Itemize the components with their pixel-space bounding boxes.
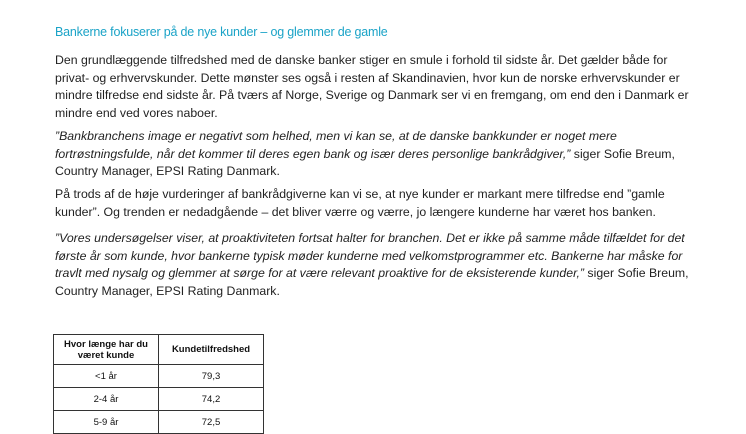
table-row	[54, 411, 264, 434]
quote-text: ”Bankbranchens image er negativt som helhed, men vi kan se, at de danske bankkunder er noget mere fortrøstningsfulde, når det kommer til deres egen bank og især deres personlige bankrådgiver,”	[55, 129, 617, 161]
table-header-duration: Hvor længe har du været kunde	[54, 335, 159, 365]
paragraph-trend: På trods af de høje vurderinger af bankrådgiverne kan vi se, at nye kunder er markant mere tilfredse end ”gamle kunder”. Og trenden er nedadgående – det bliver værre og værre, jo længere kunderne har været hos banken.	[55, 187, 665, 219]
paragraph-intro: Den grundlæggende tilfredshed med de danske banker stiger en smule i forhold til sidste år. Det gælder både for privat- og erhvervskunder. Dette mønster ses også i resten af Skandinavien, hvor kun de norske erhvervskunder er mindre tilfredse end sidste år. På tværs af Norge, Sverige og Danmark ser vi en fremgang, om end den i Danmark er mindre end ved vores naboer.	[55, 53, 689, 120]
paragraph-quote-1	[55, 128, 705, 181]
quote-attribution: siger Sofie Breum, Country Manager, EPSI Rating Danmark.	[55, 266, 689, 298]
table-cell-duration: 2-4 år	[54, 388, 159, 411]
article-heading: Bankerne fokuserer på de nye kunder – og glemmer de gamle	[55, 25, 388, 39]
table-header-row	[54, 335, 264, 365]
table-cell-satisfaction: 79,3	[159, 365, 264, 388]
table-row	[54, 365, 264, 388]
satisfaction-table	[53, 334, 264, 434]
table-cell-duration: <1 år	[54, 365, 159, 388]
paragraph-quote-2	[55, 230, 705, 300]
quote-text: ”Vores undersøgelser viser, at proaktiviteten fortsat halter for branchen. Det er ikke på samme måde tilfældet for det første år som kunde, hvor bankerne typisk møder kunderne med velkomstprogrammer etc. Bankerne har måske for travlt med nysalg og glemmer at sørge for at være relevant proaktive for de eksisterende kunder,”	[55, 231, 685, 280]
table-cell-duration: 5-9 år	[54, 411, 159, 434]
table-header-satisfaction: Kundetilfredshed	[159, 335, 264, 365]
quote-attribution: siger Sofie Breum, Country Manager, EPSI Rating Danmark.	[55, 146, 675, 178]
table-row	[54, 388, 264, 411]
table-cell-satisfaction: 74,2	[159, 388, 264, 411]
table-cell-satisfaction: 72,5	[159, 411, 264, 434]
